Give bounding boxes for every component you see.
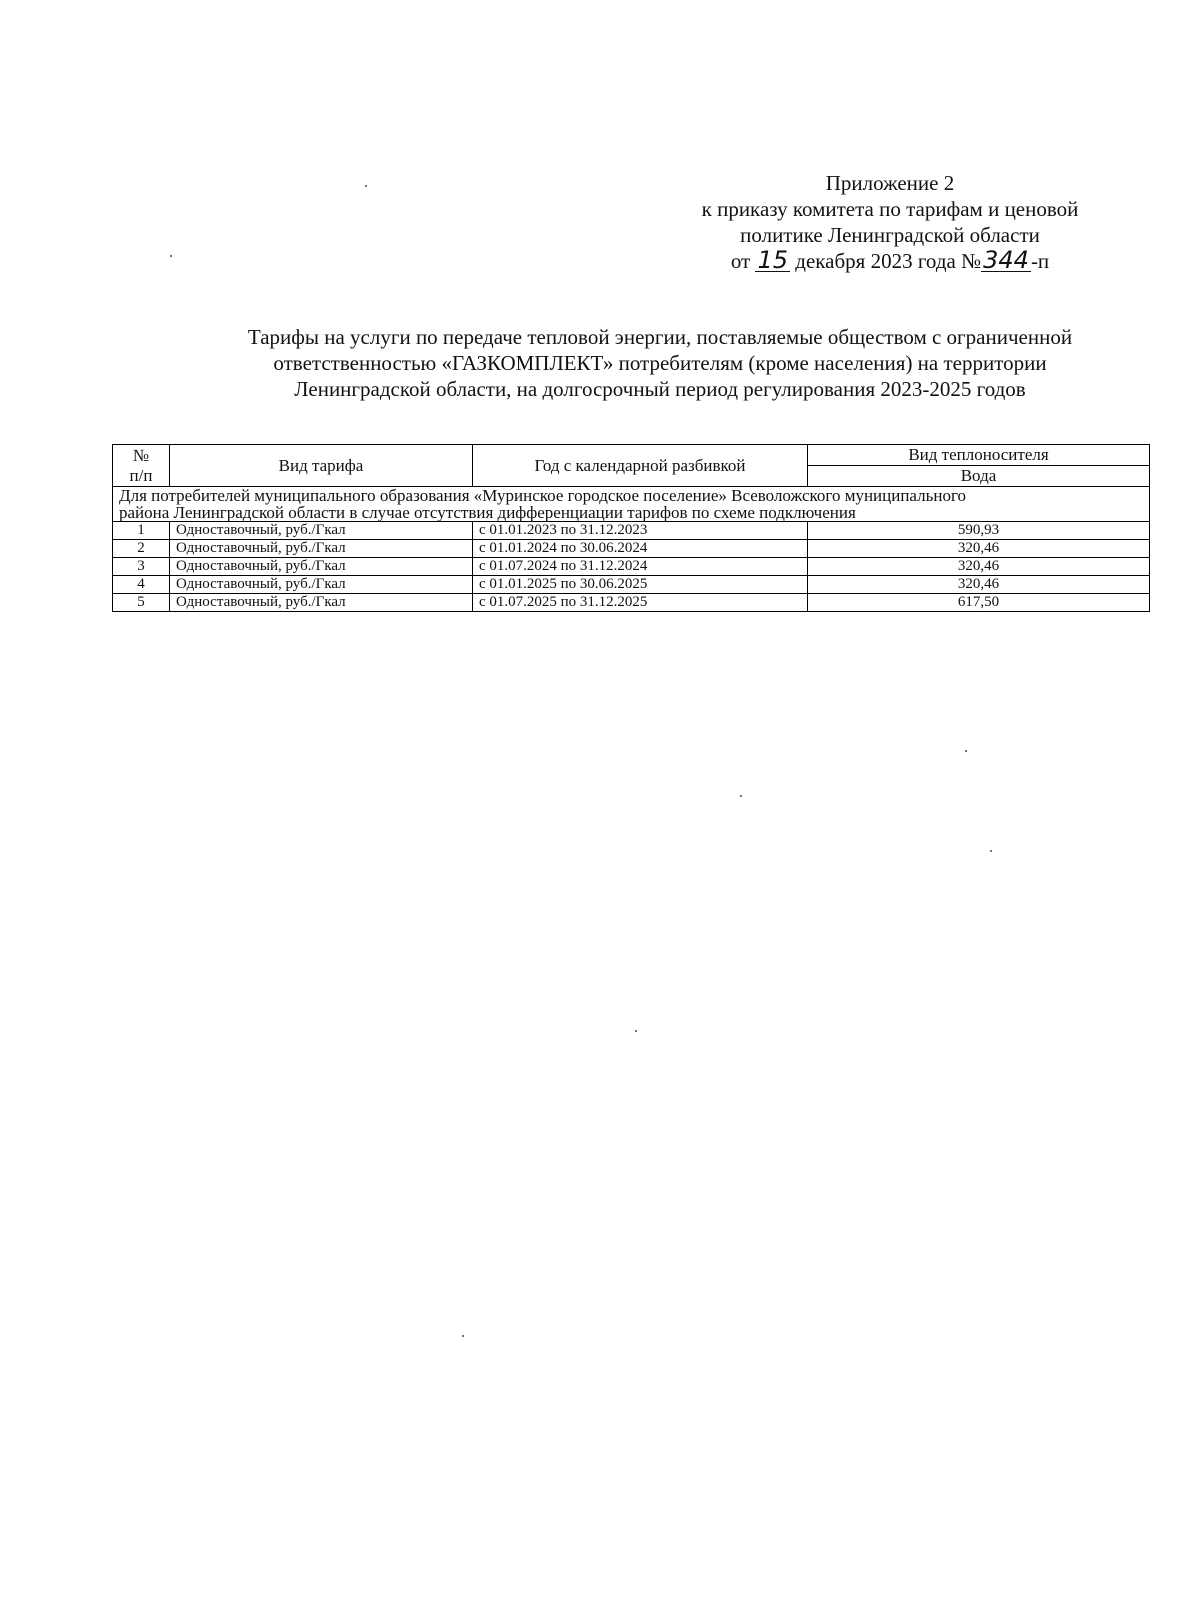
handwritten-day: 15 — [757, 246, 789, 274]
row-tariff-type: Одноставочный, руб./Гкал — [170, 576, 473, 594]
group-line-2: района Ленинградской области в случае отсутствия дифференциации тарифов по схеме подключения — [119, 503, 856, 522]
scan-speck — [635, 1030, 637, 1032]
date-middle: декабря 2023 года № — [795, 249, 982, 273]
row-period: с 01.07.2024 по 31.12.2024 — [473, 558, 808, 576]
row-tariff-type: Одноставочный, руб./Гкал — [170, 594, 473, 612]
appendix-line-2: к приказу комитета по тарифам и ценовой — [701, 197, 1079, 221]
table-row — [113, 540, 1150, 558]
header-number — [113, 445, 170, 487]
row-value: 320,46 — [808, 540, 1150, 558]
row-value: 617,50 — [808, 594, 1150, 612]
header-number-label: п/п — [129, 465, 153, 485]
document-title — [170, 324, 1150, 402]
row-tariff-type: Одноставочный, руб./Гкал — [170, 522, 473, 540]
row-period: с 01.01.2023 по 31.12.2023 — [473, 522, 808, 540]
title-line-2: ответственностью «ГАЗКОМПЛЕКТ» потребителям (кроме населения) на территории — [273, 351, 1047, 375]
row-number: 3 — [113, 558, 170, 576]
table-row — [113, 522, 1150, 540]
table-row — [113, 576, 1150, 594]
group-cell — [113, 487, 1150, 522]
row-value: 320,46 — [808, 576, 1150, 594]
table-row — [113, 558, 1150, 576]
appendix-line-3: политике Ленинградской области — [740, 223, 1040, 247]
scan-speck — [990, 850, 992, 852]
row-period: с 01.01.2024 по 30.06.2024 — [473, 540, 808, 558]
date-prefix: от — [730, 249, 751, 273]
scan-speck — [740, 795, 742, 797]
group-line-1: Для потребителей муниципального образования «Муринское городское поселение» Всеволожского муниципального — [119, 486, 967, 505]
scan-speck — [365, 185, 367, 187]
row-number: 2 — [113, 540, 170, 558]
header-period: Год с календарной разбивкой — [473, 445, 808, 487]
scan-speck — [965, 750, 967, 752]
scan-speck — [462, 1335, 464, 1337]
appendix-title: Приложение 2 — [825, 171, 955, 195]
header-carrier-water: Вода — [808, 466, 1150, 487]
row-period: с 01.07.2025 по 31.12.2025 — [473, 594, 808, 612]
title-line-3: Ленинградской области, на долгосрочный период регулирования 2023-2025 годов — [294, 377, 1026, 401]
title-line-1: Тарифы на услуги по передаче тепловой энергии, поставляемые обществом с ограниченной — [247, 325, 1073, 349]
row-value: 590,93 — [808, 522, 1150, 540]
header-tariff-type: Вид тарифа — [170, 445, 473, 487]
scan-speck — [170, 255, 172, 257]
header-carrier: Вид теплоносителя — [808, 445, 1150, 466]
row-tariff-type: Одноставочный, руб./Гкал — [170, 540, 473, 558]
row-number: 5 — [113, 594, 170, 612]
appendix-date-line — [660, 248, 1120, 274]
header-number-sign: № — [132, 445, 150, 465]
handwritten-order-number: 344 — [983, 246, 1029, 274]
tariff-table — [112, 444, 1150, 612]
table-row — [113, 594, 1150, 612]
row-value: 320,46 — [808, 558, 1150, 576]
row-tariff-type: Одноставочный, руб./Гкал — [170, 558, 473, 576]
header-row — [113, 445, 1150, 466]
group-row — [113, 487, 1150, 522]
appendix-block — [660, 170, 1120, 274]
row-number: 4 — [113, 576, 170, 594]
order-number-suffix: -п — [1030, 249, 1050, 273]
row-period: с 01.01.2025 по 30.06.2025 — [473, 576, 808, 594]
row-number: 1 — [113, 522, 170, 540]
